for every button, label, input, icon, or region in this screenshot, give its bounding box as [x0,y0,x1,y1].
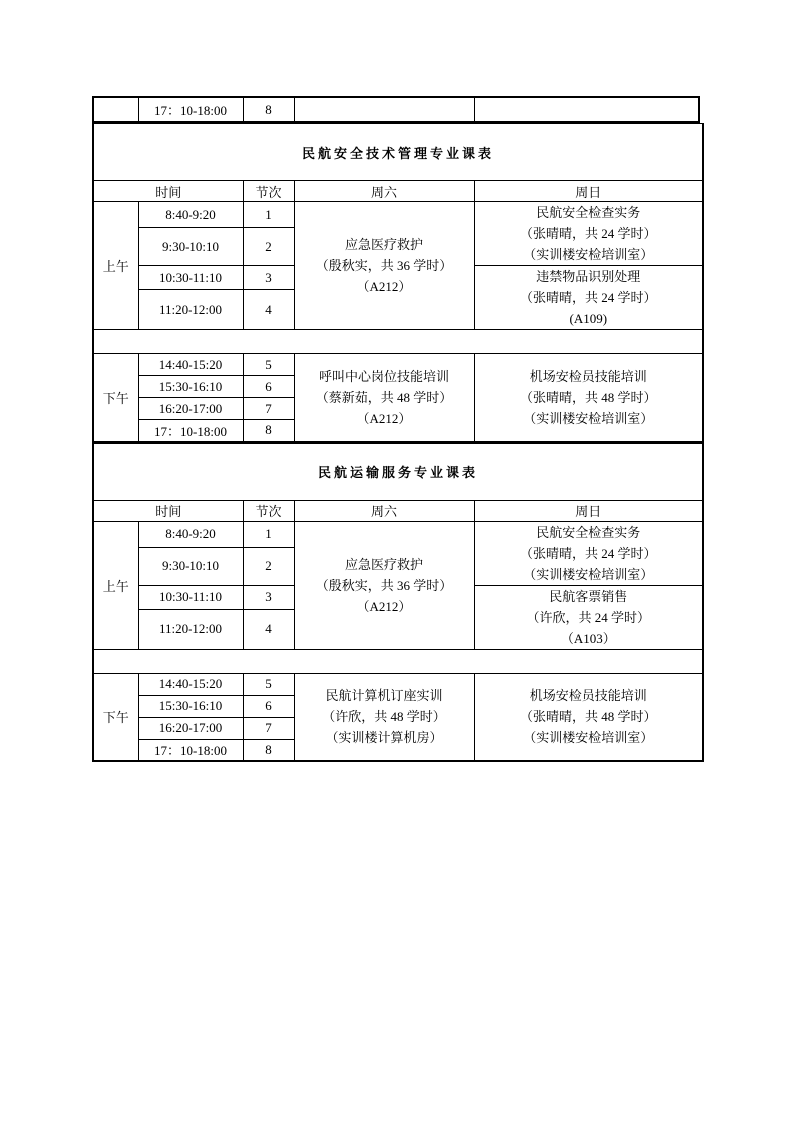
table-row [93,521,703,547]
period-cell: 5 [243,673,294,695]
time-cell: 15:30-16:10 [138,376,243,398]
previous-table-fragment [92,96,700,123]
course-line: （实训楼安检培训室） [523,410,654,426]
course-line: （殷秋实，共 36 学时） [315,258,453,273]
session-label-afternoon: 下午 [93,673,138,761]
course-line: 民航安全检查实务 [536,205,641,220]
table-title: 民航安全技术管理专业课表 [93,124,703,181]
course-line: （实训楼安检培训室） [523,730,654,746]
period-cell: 5 [243,354,294,376]
time-cell: 11:20-12:00 [138,609,243,649]
session-label-afternoon: 下午 [93,354,138,442]
fragment-time-cell: 17：10-18:00 [138,97,243,122]
spacer-cell [93,330,703,354]
time-cell: 16:20-17:00 [138,717,243,739]
fragment-saturday-cell [294,97,474,122]
time-cell: 9:30-10:10 [138,547,243,585]
course-line: （张晴晴，共 24 学时） [520,545,657,561]
course-line: （A212） [356,598,412,614]
course-line: （许欣，共 48 学时） [322,709,446,725]
course-line: 应急医疗救护 [344,237,423,252]
header-time: 时间 [93,500,243,521]
period-cell: 6 [243,376,294,398]
table-row [93,673,703,695]
course-line: 违禁物品识别处理 [536,269,641,284]
course-line: （张晴晴，共 24 学时） [520,290,657,305]
course-line: （张晴晴，共 48 学时） [520,389,657,405]
sunday-course-cell-bottom [474,585,703,649]
saturday-course-cell [294,521,474,649]
course-line: （实训楼安检培训室） [523,247,654,262]
period-cell: 2 [243,228,294,266]
course-line: 机场安检员技能培训 [529,688,647,704]
header-row [93,181,703,202]
table-row [93,354,703,376]
schedule-table-security-management [92,123,704,443]
course-line: （A212） [356,279,412,294]
course-line: 民航安全检查实务 [536,524,641,540]
fragment-period-cell: 8 [243,97,294,122]
schedule-table-transport-service [92,443,704,763]
course-line: 机场安检员技能培训 [529,368,647,384]
session-label-morning: 上午 [93,202,138,330]
time-cell: 15:30-16:10 [138,695,243,717]
sunday-course-cell-bottom [474,266,703,330]
period-cell: 3 [243,585,294,609]
header-saturday: 周六 [294,500,474,521]
course-line: （实训楼计算机房） [325,730,443,746]
header-period: 节次 [243,500,294,521]
period-cell: 4 [243,290,294,330]
time-cell: 17：10-18:00 [138,420,243,442]
course-line: 应急医疗救护 [344,556,423,572]
time-cell: 16:20-17:00 [138,398,243,420]
course-line: （张晴晴，共 24 学时） [520,226,657,241]
header-time: 时间 [93,181,243,202]
period-cell: 1 [243,202,294,228]
sunday-course-cell-top [474,521,703,585]
title-row [93,124,703,181]
course-line: （A212） [356,410,412,426]
period-cell: 3 [243,266,294,290]
period-cell: 7 [243,717,294,739]
course-line: 呼叫中心岗位技能培训 [318,368,449,384]
time-cell: 10:30-11:10 [138,585,243,609]
course-line: (A109) [569,311,608,326]
sunday-course-cell-top [474,202,703,266]
period-cell: 6 [243,695,294,717]
saturday-course-cell [294,673,474,761]
time-cell: 17：10-18:00 [138,739,243,761]
fragment-sunday-cell [474,97,699,122]
time-cell: 14:40-15:20 [138,673,243,695]
header-period: 节次 [243,181,294,202]
fragment-session-cell [93,97,138,122]
sunday-course-cell [474,673,703,761]
course-line: 民航客票销售 [549,588,628,604]
saturday-course-cell [294,354,474,442]
time-cell: 8:40-9:20 [138,202,243,228]
course-line: （蔡新茹，共 48 学时） [315,389,453,405]
course-line: （张晴晴，共 48 学时） [520,709,657,725]
header-row [93,500,703,521]
table-title: 民航运输服务专业课表 [93,443,703,500]
period-cell: 1 [243,521,294,547]
spacer-cell [93,649,703,673]
time-cell: 8:40-9:20 [138,521,243,547]
spacer-row [93,649,703,673]
saturday-course-cell [294,202,474,330]
period-cell: 8 [243,739,294,761]
course-line: （实训楼安检培训室） [523,566,654,582]
time-cell: 9:30-10:10 [138,228,243,266]
period-cell: 2 [243,547,294,585]
schedule-document [92,96,704,762]
time-cell: 14:40-15:20 [138,354,243,376]
course-line: 民航计算机订座实训 [325,688,443,704]
time-cell: 10:30-11:10 [138,266,243,290]
session-label-morning: 上午 [93,521,138,649]
table-row [93,202,703,228]
header-sunday: 周日 [474,181,703,202]
time-cell: 11:20-12:00 [138,290,243,330]
header-saturday: 周六 [294,181,474,202]
period-cell: 4 [243,609,294,649]
title-row [93,443,703,500]
course-line: （A103） [560,630,616,646]
period-cell: 8 [243,420,294,442]
fragment-row [93,97,699,122]
period-cell: 7 [243,398,294,420]
sunday-course-cell [474,354,703,442]
header-sunday: 周日 [474,500,703,521]
course-line: （许欣，共 24 学时） [526,609,651,625]
course-line: （殷秋实，共 36 学时） [315,577,453,593]
spacer-row [93,330,703,354]
